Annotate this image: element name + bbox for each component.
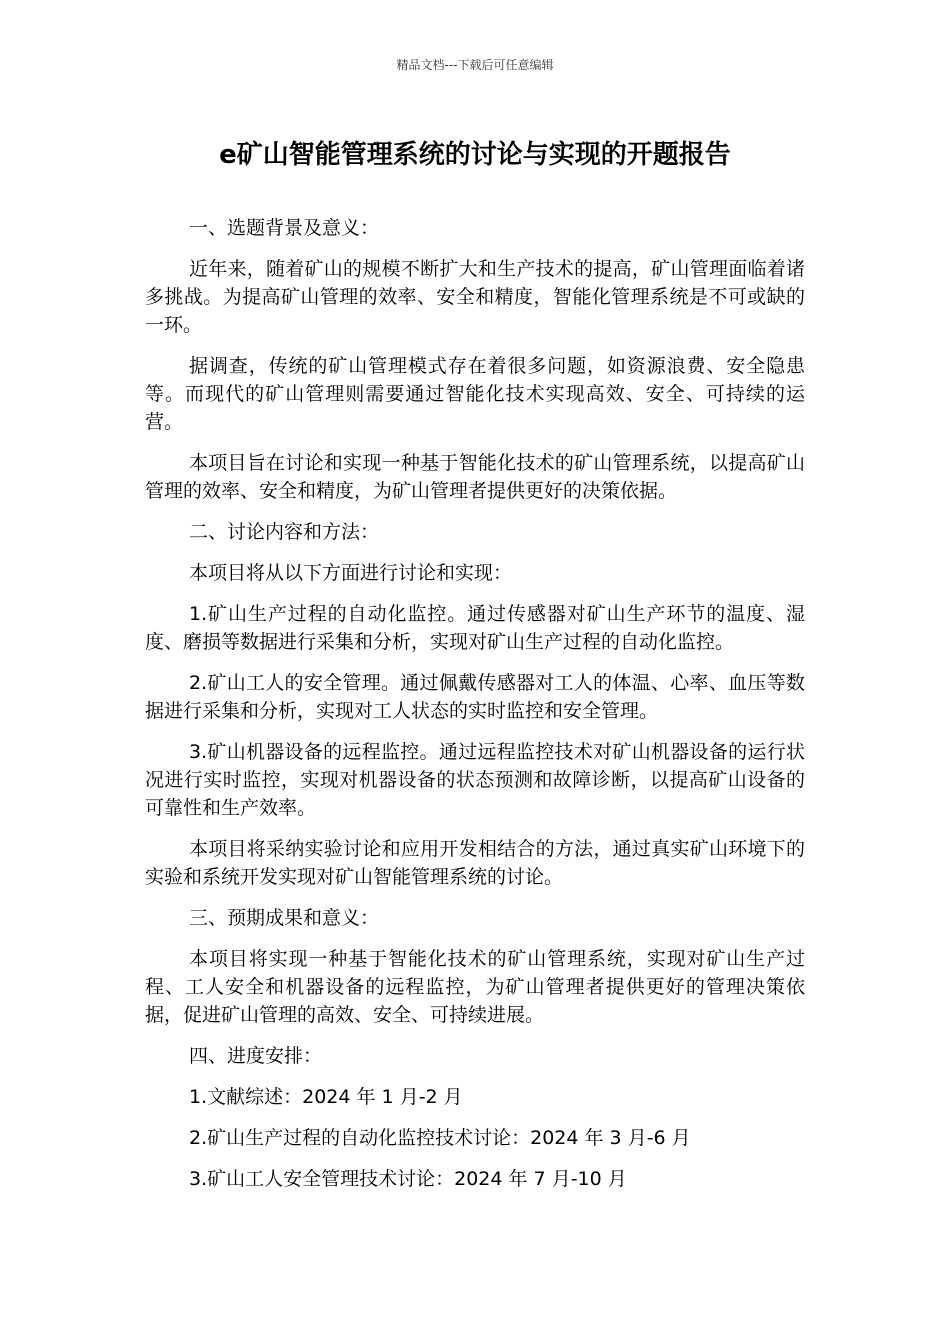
list-item: 1.矿山生产过程的自动化监控。通过传感器对矿山生产环节的温度、湿度、磨损等数据进行采集和分析，实现对矿山生产过程的自动化监控。 (145, 603, 805, 653)
document-title: e矿山智能管理系统的讨论与实现的开题报告 (219, 140, 731, 170)
list-item: 2.矿山工人的安全管理。通过佩戴传感器对工人的体温、心率、血压等数据进行采集和分析，实现对工人状态的实时监控和安全管理。 (145, 672, 805, 722)
paragraph: 本项目将实现一种基于智能化技术的矿山管理系统，实现对矿山生产过程、工人安全和机器设备的远程监控，为矿山管理者提供更好的管理决策依据，促进矿山管理的高效、安全、可持续进展。 (145, 948, 805, 1026)
schedule-item: 1.文献综述：2024 年 1 月-2 月 (189, 1086, 463, 1108)
paragraph: 近年来，随着矿山的规模不断扩大和生产技术的提高，矿山管理面临着诸多挑战。为提高矿山管理的效率、安全和精度，智能化管理系统是不可或缺的一环。 (145, 258, 805, 336)
schedule-item: 2.矿山生产过程的自动化监控技术讨论：2024 年 3 月-6 月 (189, 1127, 691, 1149)
section-heading-content-methods: 二、讨论内容和方法： (189, 521, 380, 543)
header-note: 精品文档---下载后可任意编辑 (396, 58, 554, 72)
section-heading-expected-results: 三、预期成果和意义： (189, 907, 380, 929)
schedule-item: 3.矿山工人安全管理技术讨论：2024 年 7 月-10 月 (189, 1168, 627, 1190)
paragraph: 本项目将从以下方面进行讨论和实现： (189, 562, 513, 584)
paragraph: 本项目将采纳实验讨论和应用开发相结合的方法，通过真实矿山环境下的实验和系统开发实现对矿山智能管理系统的讨论。 (145, 838, 805, 888)
section-heading-background: 一、选题背景及意义： (189, 217, 380, 239)
document-body (145, 214, 805, 1206)
section-heading-schedule: 四、进度安排： (189, 1045, 323, 1067)
paragraph: 据调查，传统的矿山管理模式存在着很多问题，如资源浪费、安全隐患等。而现代的矿山管理则需要通过智能化技术实现高效、安全、可持续的运营。 (145, 355, 805, 433)
list-item: 3.矿山机器设备的远程监控。通过远程监控技术对矿山机器设备的运行状况进行实时监控，实现对机器设备的状态预测和故障诊断，以提高矿山设备的可靠性和生产效率。 (145, 741, 805, 819)
paragraph: 本项目旨在讨论和实现一种基于智能化技术的矿山管理系统，以提高矿山管理的效率、安全和精度，为矿山管理者提供更好的决策依据。 (145, 452, 805, 502)
